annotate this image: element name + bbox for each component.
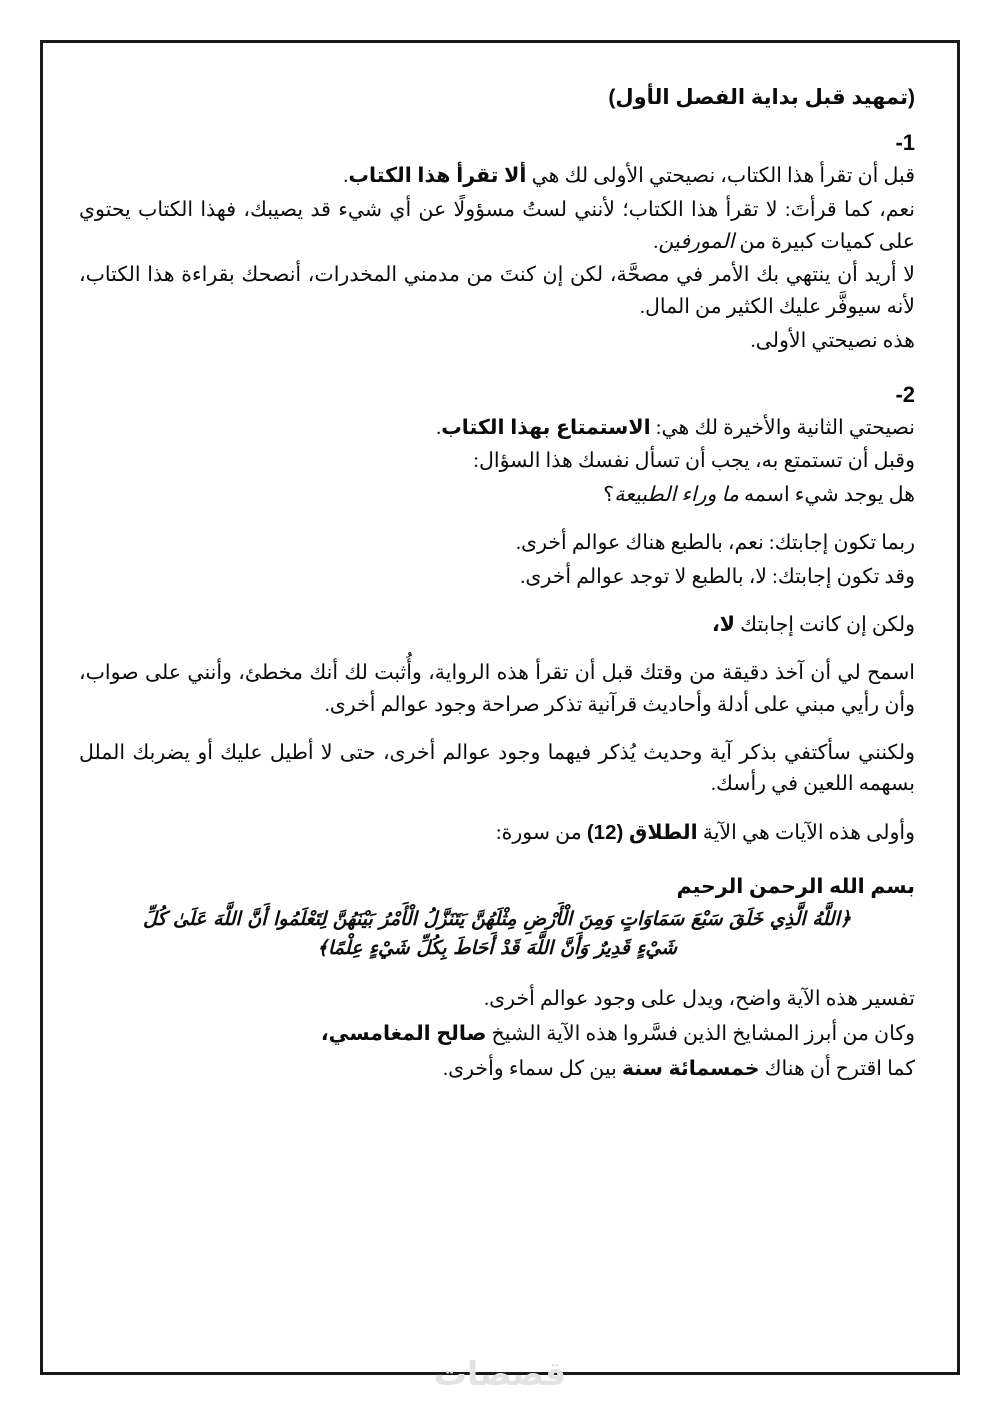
quran-verse-line-2: شَيْءٍ قَدِيرٌ وَأَنَّ اللَّهَ قَدْ أَحَاطَ بِكُلِّ شَيْءٍ عِلْمًا﴾: [316, 936, 678, 959]
paragraph-s2-p4: ربما تكون إجابتك: نعم، بالطبع هناك عوالم أخرى.: [515, 531, 915, 554]
paragraph-s1-p2: نعم، كما قرأتَ: لا تقرأ هذا الكتاب؛ لأنني لستُ مسؤولًا عن أي شيء قد يصيبك، فهذا الكتاب يحتوي على كميات كبيرة من المورفين.: [79, 198, 915, 253]
paragraph-s1-p4: هذه نصيحتي الأولى.: [750, 329, 915, 352]
quran-verse: [79, 905, 915, 962]
spacer: [79, 514, 915, 528]
paragraph-s2-p5: وقد تكون إجابتك: لا، بالطبع لا توجد عوالم أخرى.: [520, 565, 915, 588]
section-number-1: -1: [895, 130, 915, 155]
basmala: بسم الله الرحمن الرحيم: [676, 875, 915, 899]
page-border-frame: [40, 40, 960, 1375]
paragraph-s1-p1: قبل أن تقرأ هذا الكتاب، نصيحتي الأولى لك هي ألا تقرأ هذا الكتاب.: [343, 164, 915, 187]
surah-name: الطلاق: [629, 821, 698, 845]
emphasis-italic: المورفين: [658, 230, 735, 253]
verse-number: (12): [586, 821, 624, 845]
spacer: [79, 724, 915, 738]
emphasis-bold: خمسمائة سنة: [621, 1056, 760, 1080]
spacer: [79, 852, 915, 874]
paragraph-c-p1: تفسير هذه الآية واضح، ويدل على وجود عوالم أخرى.: [483, 988, 915, 1011]
quran-verse-line-1: ﴿اللَّهُ الَّذِي خَلَقَ سَبْعَ سَمَاوَاتٍ وَمِنَ الْأَرْضِ مِثْلَهُنَّ يَتَنَزَّلُ الْأَمْرُ بَيْنَهُنَّ لِتَعْلَمُوا أَنَّ اللَّهَ عَلَىٰ كُلِّ: [142, 908, 851, 931]
spacer: [79, 595, 915, 609]
emphasis-bold: ألا تقرأ هذا الكتاب: [348, 164, 527, 187]
spacer: [79, 360, 915, 382]
spacer: [79, 803, 915, 817]
spacer: [79, 962, 915, 984]
emphasis-bold: لا،: [711, 613, 736, 637]
paragraph-s2-p6: ولكن إن كانت إجابتك لا،: [711, 613, 915, 637]
watermark: قصصات: [433, 1355, 567, 1392]
section-number-2: -2: [895, 381, 915, 407]
scholar-name: صالح المغامسي،: [320, 1021, 487, 1045]
paragraph-s2-p9: وأولى هذه الآيات هي الآية الطلاق (12) من سورة:: [495, 821, 915, 845]
emphasis-bold: الاستمتاع بهذا الكتاب: [441, 415, 651, 439]
paragraph-c-p2: وكان من أبرز المشايخ الذين فسَّروا هذه الآية الشيخ صالح المغامسي،: [320, 1021, 915, 1045]
spacer: [79, 644, 915, 658]
emphasis-italic: ما وراء الطبيعة: [614, 484, 739, 507]
verse-reference: [587, 821, 698, 844]
paragraph-s2-p8: ولكنني سأكتفي بذكر آية وحديث يُذكر فيهما وجود عوالم أخرى، حتى لا أطيل عليك أو يضربك الملل بسهمه اللعين في رأسك.: [79, 741, 915, 796]
paragraph-s2-p7: اسمح لي أن آخذ دقيقة من وقتك قبل أن تقرأ هذه الرواية، وأُثبت لك أنك مخطئ، وأنني على صواب، وأن رأيي مبني على أدلة وأحاديث قرآنية تذكر صراحة وجود عوالم أخرى.: [79, 662, 915, 716]
paragraph-s2-p1: نصيحتي الثانية والأخيرة لك هي: الاستمتاع بهذا الكتاب.: [436, 415, 915, 439]
paragraph-c-p3: كما اقترح أن هناك خمسمائة سنة بين كل سماء وأخرى.: [442, 1056, 915, 1080]
paragraph-s1-p3: لا أريد أن ينتهي بك الأمر في مصحَّة، لكن إن كنتَ من مدمني المخدرات، أنصحك بقراءة هذا الكتاب، لأنه سيوفَّر عليك الكثير من المال.: [79, 264, 915, 319]
paragraph-s2-p3: هل يوجد شيء اسمه ما وراء الطبيعة؟: [603, 484, 915, 507]
page-title: (تمهيد قبل بداية الفصل الأول): [608, 86, 915, 109]
document-body: [79, 85, 915, 1087]
paragraph-s2-p2: وقبل أن تستمتع به، يجب أن تسأل نفسك هذا السؤال:: [473, 450, 915, 473]
